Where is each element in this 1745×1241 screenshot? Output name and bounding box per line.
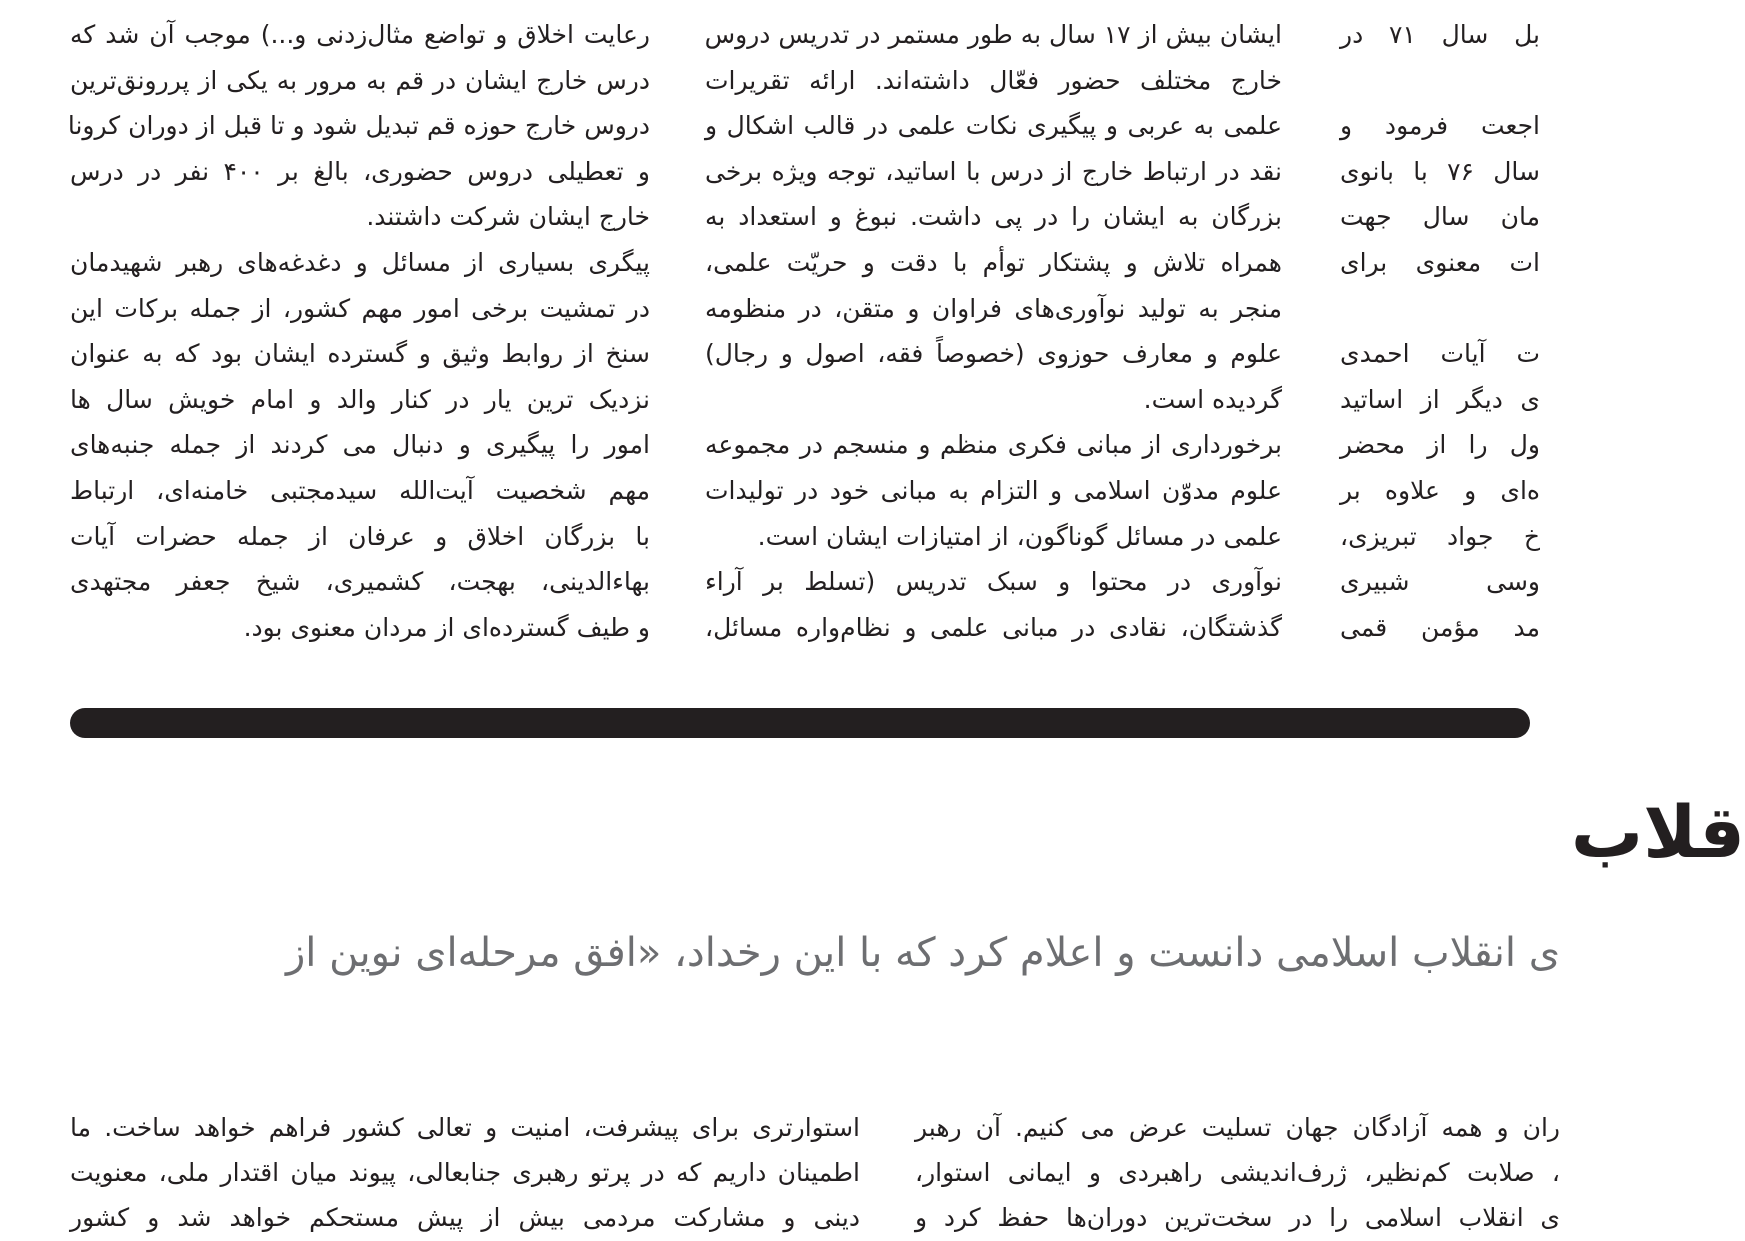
text-line: ران و همه آزادگان جهان تسلیت عرض می کنیم. آن رهبر <box>915 1113 1560 1142</box>
text-line: منجر به تولید نوآوری‌های فراوان و متقن، در منظومه <box>705 293 1282 323</box>
text-line: ات معنوی برای <box>1340 247 1540 277</box>
text-line: سنخ از روابط وثیق و گسترده ایشان بود که به عنوان <box>70 339 650 369</box>
text-line <box>1340 286 1540 332</box>
text-line: در تمشیت برخی امور مهم کشور، از جمله برکات این <box>70 293 650 323</box>
text-line: برخورداری از مبانی فکری منظم و منسجم در مجموعه <box>705 430 1282 460</box>
text-line: وسی شبیری <box>1340 567 1540 597</box>
text-line: ، صلابت کم‌نظیر، ژرف‌اندیشی راهبردی و ایمانی استوار، <box>915 1158 1560 1187</box>
text-line: ول را از محضر <box>1340 430 1540 460</box>
headline: قلاب <box>1570 790 1745 874</box>
text-line: سال ۷۶ با بانوی <box>1340 156 1540 186</box>
text-line: خارج مختلف حضور فعّال داشته‌اند. ارائه تقریرات <box>705 65 1282 95</box>
text-line: نزدیک ترین یار در کنار والد و امام خویش سال ها <box>70 384 650 414</box>
text-line: مهم شخصیت آیت‌الله سیدمجتبی خامنه‌ای، ارتباط <box>70 475 650 505</box>
text-line: بل سال ۷۱ در <box>1340 20 1541 49</box>
text-line: گردیده است. <box>1143 384 1282 414</box>
text-line: ی دیگر از اساتید <box>1340 384 1540 414</box>
text-line: ی انقلاب اسلامی را در سخت‌ترین دوران‌ها حفظ کرد و <box>915 1203 1560 1232</box>
text-line: نقد در ارتباط خارج از درس با اساتید، توجه ویژه برخی <box>705 156 1282 186</box>
text-line: استوارتری برای پیشرفت، امنیت و تعالی کشور فراهم خواهد ساخت. ما <box>70 1113 860 1142</box>
text-line: با بزرگان اخلاق و عرفان از جمله حضرات آیات <box>70 521 650 551</box>
text-line: دروس خارج حوزه قم تبدیل شود و تا قبل از دوران کرونا <box>67 111 650 141</box>
text-line: علوم و معارف حوزوی (خصوصاً فقه، اصول و رجال) <box>705 339 1282 369</box>
bottom-column-right <box>915 1105 1560 1240</box>
text-line: علمی به عربی و پیگیری نکات علمی در قالب اشکال و <box>705 111 1282 141</box>
text-line: مان سال جهت <box>1340 202 1540 232</box>
text-line: درس خارج ایشان در قم به مرور به یکی از پررونق‌ترین <box>70 65 650 95</box>
text-line: بزرگان به ایشان را در پی داشت. نبوغ و استعداد به <box>705 202 1282 232</box>
text-line: نوآوری در محتوا و سبک تدریس (تسلط بر آراء <box>705 567 1282 597</box>
text-line: اطمینان داریم که در پرتو رهبری جنابعالی، پیوند میان اقتدار ملی، معنویت <box>70 1158 860 1187</box>
text-line: خارج ایشان شرکت داشتند. <box>366 202 650 232</box>
text-line: پیگری بسیاری از مسائل و دغدغه‌های رهبر شهیدمان <box>70 247 650 277</box>
text-line <box>1340 58 1540 104</box>
text-line: ایشان بیش از ۱۷ سال به طور مستمر در تدریس دروس <box>704 20 1282 49</box>
text-line: ه‌ای و علاوه بر <box>1340 475 1540 505</box>
top-column-middle <box>705 12 1282 650</box>
text-line: بهاءالدینی، بهجت، کشمیری، شیخ جعفر مجتهدی <box>70 567 650 597</box>
text-line: رعایت اخلاق و تواضع مثال‌زدنی و...) موجب آن شد که <box>70 20 650 49</box>
text-line: خ جواد تبریزی، <box>1340 521 1540 551</box>
section-divider-bar <box>70 708 1530 738</box>
text-line: ت آیات احمدی <box>1340 339 1540 369</box>
text-line: مد مؤمن قمی <box>1340 612 1540 642</box>
text-line: و طیف گسترده‌ای از مردان معنوی بود. <box>243 612 650 642</box>
text-line: علمی در مسائل گوناگون، از امتیازات ایشان است. <box>757 521 1282 551</box>
text-line: امور را پیگیری و دنبال می کردند از جمله جنبه‌های <box>70 430 650 460</box>
top-column-right <box>1340 12 1540 650</box>
top-column-left <box>67 12 650 650</box>
lead-paragraph: ی انقلاب اسلامی دانست و اعلام کرد که با این رخداد، «افق مرحله‌ای نوین از <box>285 930 1560 976</box>
bottom-column-left <box>70 1105 860 1240</box>
text-line: علوم مدوّن اسلامی و التزام به مبانی خود در تولیدات <box>705 475 1282 505</box>
text-line: دینی و مشارکت مردمی بیش از پیش مستحکم خواهد شد و کشور <box>70 1203 860 1232</box>
text-line: و تعطیلی دروس حضوری، بالغ بر ۴۰۰ نفر در درس <box>70 156 650 186</box>
text-line: همراه تلاش و پشتکار توأم با دقت و حریّت علمی، <box>705 247 1282 277</box>
text-line: گذشتگان، نقادی در مبانی علمی و نظام‌واره مسائل، <box>705 612 1282 642</box>
text-line: اجعت فرمود و <box>1340 111 1540 141</box>
